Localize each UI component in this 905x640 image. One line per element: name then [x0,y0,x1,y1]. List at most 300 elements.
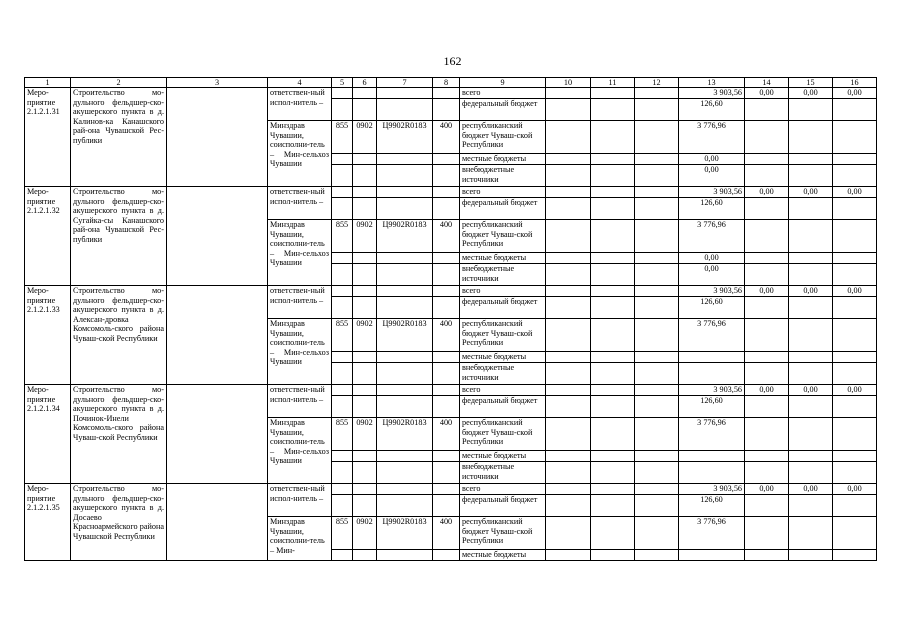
code-cell [377,451,433,462]
code-cell [433,165,460,187]
code-cell: 0902 [353,319,377,352]
value-cell [591,363,635,385]
funding-source-cell: внебюджетные источники [460,264,546,286]
value-cell [591,154,635,165]
responsible-cell: Минздрав Чувашии, соисполни-тель – Мин-сельхоз Чувашии [268,418,332,484]
code-cell: Ц9902R0183 [377,517,433,550]
value-cell [591,451,635,462]
column-3-cell [167,484,268,561]
value-cell [635,220,679,253]
value-cell: 0,00 [745,484,789,495]
value-cell [833,165,877,187]
value-cell [745,396,789,418]
code-cell [332,484,353,495]
value-cell [745,319,789,352]
responsible-cell: ответствен-ный испол-нитель – [268,187,332,220]
value-cell: 3 903,56 [679,88,745,99]
column-number-row [25,78,877,88]
value-cell [546,264,591,286]
column-header: 12 [635,78,679,88]
value-cell [745,121,789,154]
value-cell [546,187,591,198]
value-cell [789,264,833,286]
value-cell: 0,00 [745,286,789,297]
table-row [25,187,877,198]
code-cell [377,264,433,286]
value-cell: 126,60 [679,99,745,121]
code-cell [353,495,377,517]
value-cell [591,319,635,352]
value-cell [546,550,591,561]
value-cell [833,396,877,418]
code-cell [353,165,377,187]
value-cell [789,154,833,165]
value-cell [635,264,679,286]
code-cell [433,550,460,561]
code-cell: Ц9902R0183 [377,220,433,253]
value-cell: 0,00 [679,154,745,165]
column-header: 10 [546,78,591,88]
value-cell [591,418,635,451]
value-cell [635,319,679,352]
value-cell [635,253,679,264]
value-cell [591,88,635,99]
code-cell [332,165,353,187]
code-cell [332,550,353,561]
value-cell [635,198,679,220]
code-cell: 0902 [353,220,377,253]
value-cell [789,550,833,561]
code-cell: 0902 [353,517,377,550]
value-cell: 3 903,56 [679,187,745,198]
code-cell [332,253,353,264]
value-cell [591,495,635,517]
code-cell: 400 [433,418,460,451]
column-header: 7 [377,78,433,88]
funding-source-cell: всего [460,88,546,99]
code-cell [353,396,377,418]
code-cell [353,198,377,220]
measure-id-cell: Меро-приятие 2.1.2.1.34 [25,385,71,484]
responsible-cell: ответствен-ный испол-нитель – [268,286,332,319]
code-cell [353,286,377,297]
column-header: 1 [25,78,71,88]
code-cell [433,198,460,220]
code-cell [353,550,377,561]
code-cell: 855 [332,418,353,451]
value-cell: 0,00 [789,286,833,297]
value-cell [546,418,591,451]
funding-source-cell: местные бюджеты [460,154,546,165]
code-cell [433,99,460,121]
value-cell [546,363,591,385]
value-cell [833,550,877,561]
code-cell [433,297,460,319]
column-header: 9 [460,78,546,88]
code-cell: 0902 [353,121,377,154]
code-cell: 855 [332,319,353,352]
responsible-cell: ответствен-ный испол-нитель – [268,385,332,418]
code-cell [332,264,353,286]
measure-id-cell: Меро-приятие 2.1.2.1.32 [25,187,71,286]
responsible-cell: Минздрав Чувашии, соисполни-тель – Мин-сельхоз Чувашии [268,220,332,286]
code-cell [353,264,377,286]
value-cell [635,154,679,165]
value-cell [789,363,833,385]
code-cell [433,495,460,517]
value-cell [745,264,789,286]
code-cell [433,484,460,495]
value-cell [591,462,635,484]
funding-source-cell: федеральный бюджет [460,297,546,319]
value-cell [745,220,789,253]
code-cell [377,396,433,418]
value-cell [789,462,833,484]
value-cell [833,297,877,319]
value-cell [745,495,789,517]
value-cell: 126,60 [679,198,745,220]
value-cell [546,286,591,297]
code-cell [377,484,433,495]
funding-source-cell: местные бюджеты [460,352,546,363]
column-header: 14 [745,78,789,88]
value-cell [546,484,591,495]
value-cell: 0,00 [833,88,877,99]
value-cell [546,385,591,396]
value-cell [546,319,591,352]
value-cell [789,99,833,121]
budget-table [24,77,877,561]
value-cell [789,121,833,154]
value-cell [789,418,833,451]
code-cell [433,286,460,297]
value-cell [745,99,789,121]
code-cell [353,187,377,198]
value-cell: 0,00 [833,286,877,297]
funding-source-cell: республиканский бюджет Чуваш-ской Республики [460,220,546,253]
value-cell [833,451,877,462]
code-cell: 400 [433,319,460,352]
value-cell [635,352,679,363]
value-cell: 0,00 [833,187,877,198]
column-header: 3 [167,78,268,88]
code-cell [433,396,460,418]
value-cell [789,198,833,220]
code-cell [433,88,460,99]
code-cell: 855 [332,517,353,550]
funding-source-cell: внебюджетные источники [460,165,546,187]
code-cell [377,352,433,363]
value-cell [635,286,679,297]
code-cell [377,462,433,484]
column-header: 8 [433,78,460,88]
value-cell: 0,00 [789,187,833,198]
code-cell [332,198,353,220]
value-cell [789,253,833,264]
code-cell [377,253,433,264]
value-cell: 0,00 [833,484,877,495]
value-cell [546,165,591,187]
code-cell [377,187,433,198]
value-cell [833,121,877,154]
column-header: 4 [268,78,332,88]
value-cell [789,319,833,352]
value-cell [789,165,833,187]
table-row [25,286,877,297]
value-cell [833,517,877,550]
value-cell [635,550,679,561]
value-cell [635,165,679,187]
value-cell: 0,00 [679,264,745,286]
value-cell [546,121,591,154]
value-cell [745,198,789,220]
measure-name-cell: Строительство мо-дульного фельдшер-ско-акушерского пункта в д. Калинов-ка Канашского рай-она Чувашской Рес-публики [71,88,167,187]
code-cell [353,253,377,264]
value-cell [789,352,833,363]
code-cell [377,286,433,297]
value-cell [635,495,679,517]
funding-source-cell: местные бюджеты [460,253,546,264]
value-cell [591,99,635,121]
code-cell [353,297,377,319]
value-cell [745,418,789,451]
column-header: 6 [353,78,377,88]
value-cell [591,264,635,286]
value-cell: 3 776,96 [679,121,745,154]
value-cell [635,484,679,495]
code-cell [353,363,377,385]
code-cell [377,363,433,385]
code-cell [433,451,460,462]
value-cell [591,121,635,154]
code-cell [332,88,353,99]
code-cell [433,154,460,165]
table-row [25,88,877,99]
measure-name-cell: Строительство мо-дульного фельдшер-ско-акушерского пункта в д. Сугайка-сы Канашского рай-она Чувашской Рес-публики [71,187,167,286]
code-cell [332,286,353,297]
value-cell: 0,00 [789,385,833,396]
value-cell: 126,60 [679,297,745,319]
table-body [25,78,877,561]
code-cell [353,154,377,165]
value-cell [635,462,679,484]
value-cell [591,187,635,198]
value-cell [833,198,877,220]
code-cell [353,462,377,484]
funding-source-cell: всего [460,484,546,495]
code-cell [377,550,433,561]
value-cell: 0,00 [679,253,745,264]
code-cell: 400 [433,220,460,253]
table-row [25,484,877,495]
value-cell [679,550,745,561]
value-cell [546,352,591,363]
funding-source-cell: республиканский бюджет Чуваш-ской Республики [460,121,546,154]
code-cell [433,264,460,286]
value-cell: 0,00 [745,385,789,396]
value-cell [546,198,591,220]
value-cell [546,517,591,550]
code-cell [377,88,433,99]
value-cell [789,517,833,550]
code-cell [433,385,460,396]
code-cell [332,396,353,418]
value-cell: 0,00 [789,484,833,495]
funding-source-cell: республиканский бюджет Чуваш-ской Республики [460,517,546,550]
value-cell [591,220,635,253]
code-cell [377,385,433,396]
code-cell [353,451,377,462]
value-cell [745,352,789,363]
value-cell [591,165,635,187]
value-cell [745,462,789,484]
value-cell [591,286,635,297]
column-3-cell [167,385,268,484]
value-cell [679,451,745,462]
table-row [25,385,877,396]
code-cell [332,99,353,121]
code-cell: 0902 [353,418,377,451]
column-header: 15 [789,78,833,88]
value-cell: 3 776,96 [679,418,745,451]
code-cell: 855 [332,220,353,253]
value-cell: 3 903,56 [679,286,745,297]
value-cell [745,297,789,319]
funding-source-cell: всего [460,286,546,297]
column-3-cell [167,286,268,385]
funding-source-cell: внебюджетные источники [460,363,546,385]
code-cell: Ц9902R0183 [377,319,433,352]
responsible-cell: Минздрав Чувашии, соисполни-тель – Мин-сельхоз Чувашии [268,319,332,385]
funding-source-cell: местные бюджеты [460,451,546,462]
value-cell [745,165,789,187]
code-cell [332,297,353,319]
column-header: 5 [332,78,353,88]
value-cell: 0,00 [789,88,833,99]
code-cell [433,187,460,198]
value-cell [591,253,635,264]
code-cell [433,352,460,363]
code-cell [433,462,460,484]
value-cell [833,220,877,253]
code-cell [377,154,433,165]
code-cell [332,363,353,385]
value-cell [546,220,591,253]
funding-source-cell: внебюджетные источники [460,462,546,484]
column-header: 2 [71,78,167,88]
value-cell [833,418,877,451]
measure-id-cell: Меро-приятие 2.1.2.1.35 [25,484,71,561]
value-cell [745,517,789,550]
value-cell [635,451,679,462]
code-cell [353,484,377,495]
code-cell [353,352,377,363]
value-cell: 0,00 [833,385,877,396]
value-cell [546,297,591,319]
value-cell [591,352,635,363]
value-cell [546,396,591,418]
value-cell: 3 903,56 [679,385,745,396]
value-cell [789,451,833,462]
value-cell [789,220,833,253]
value-cell [635,363,679,385]
value-cell [591,297,635,319]
funding-source-cell: федеральный бюджет [460,99,546,121]
value-cell [635,396,679,418]
value-cell [789,297,833,319]
value-cell [679,363,745,385]
value-cell [833,352,877,363]
code-cell [332,385,353,396]
value-cell [546,88,591,99]
value-cell [546,99,591,121]
code-cell: 400 [433,517,460,550]
value-cell [546,253,591,264]
column-header: 13 [679,78,745,88]
value-cell: 126,60 [679,495,745,517]
code-cell [332,462,353,484]
value-cell [833,154,877,165]
value-cell [635,187,679,198]
column-header: 11 [591,78,635,88]
value-cell [679,352,745,363]
code-cell: Ц9902R0183 [377,418,433,451]
value-cell [546,462,591,484]
value-cell [833,264,877,286]
column-3-cell [167,187,268,286]
value-cell [635,385,679,396]
value-cell [591,396,635,418]
measure-name-cell: Строительство мо-дульного фельдшер-ско-акушерского пункта в д. Починок-Инели Комсомоль-ского района Чуваш-ской Республики [71,385,167,484]
funding-source-cell: местные бюджеты [460,550,546,561]
value-cell [833,495,877,517]
code-cell [433,253,460,264]
value-cell: 3 903,56 [679,484,745,495]
value-cell [635,297,679,319]
value-cell [635,121,679,154]
value-cell [745,253,789,264]
funding-source-cell: федеральный бюджет [460,198,546,220]
value-cell [745,363,789,385]
measure-id-cell: Меро-приятие 2.1.2.1.31 [25,88,71,187]
responsible-cell: ответствен-ный испол-нитель – [268,484,332,517]
code-cell [332,352,353,363]
code-cell: Ц9902R0183 [377,121,433,154]
value-cell [635,517,679,550]
code-cell: 400 [433,121,460,154]
responsible-cell: ответствен-ный испол-нитель – [268,88,332,121]
measure-name-cell: Строительство мо-дульного фельдшер-ско-акушерского пункта в д. Досаево Красноармейского района Чувашской Республики [71,484,167,561]
value-cell [591,385,635,396]
value-cell [591,484,635,495]
column-3-cell [167,88,268,187]
value-cell [591,198,635,220]
measure-id-cell: Меро-приятие 2.1.2.1.33 [25,286,71,385]
value-cell [591,550,635,561]
funding-source-cell: республиканский бюджет Чуваш-ской Республики [460,319,546,352]
value-cell [745,550,789,561]
value-cell [789,396,833,418]
funding-source-cell: республиканский бюджет Чуваш-ской Республики [460,418,546,451]
code-cell [332,451,353,462]
value-cell: 0,00 [679,165,745,187]
responsible-cell: Минздрав Чувашии, соисполни-тель – Мин-сельхоз Чувашии [268,121,332,187]
page-number: 162 [443,54,462,68]
code-cell [433,363,460,385]
value-cell [833,319,877,352]
value-cell: 0,00 [745,187,789,198]
value-cell: 126,60 [679,396,745,418]
